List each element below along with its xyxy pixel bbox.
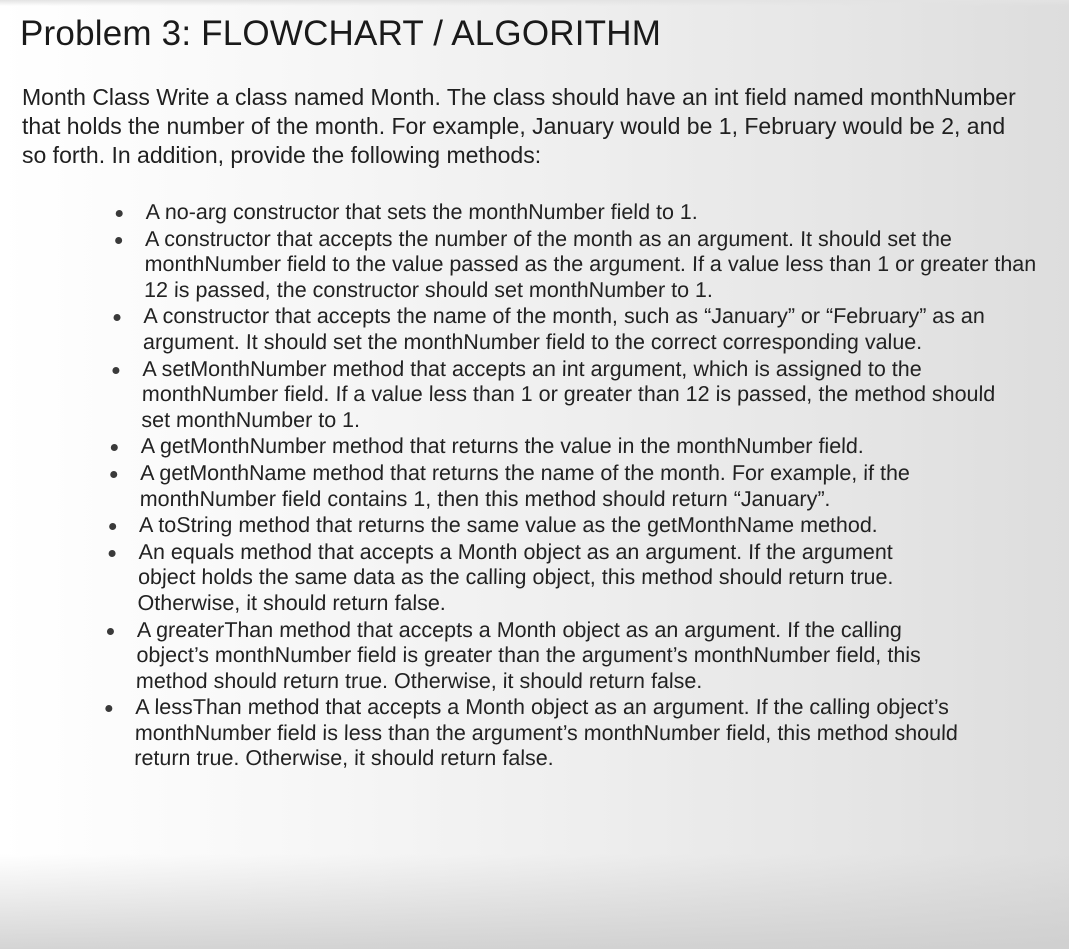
- list-item: [101, 513, 1040, 539]
- list-item-text: A constructor that accepts the name of the month, such as “January” or “February” as an argument. It should set the monthNumber field to the correct corresponding value.: [142, 304, 986, 354]
- list-item: [99, 540, 939, 617]
- methods-list: [96, 200, 1038, 772]
- list-item-text: A greaterThan method that accepts a Month object as an argument. If the calling object’s monthNumber field is greater than the argument’s monthNumber field, this method should return true. Otherwise, it should return false.: [135, 617, 922, 693]
- bullet-icon: [113, 314, 120, 321]
- bullet-icon: [107, 628, 114, 635]
- list-item-text: A no-arg constructor that sets the monthNumber field to 1.: [145, 200, 699, 224]
- list-item-text: A constructor that accepts the number of the month as an argument. It should set the monthNumber field to the value passed as the argument. If a value less than 1 or greater than 12 is passed, the constructor should set monthNumber to 1.: [143, 226, 1037, 302]
- list-item-text: A lessThan method that accepts a Month object as an argument. If the calling object’s monthNumber field is less than the argument’s monthNumber field, this method should return true. Otherwise, it should return false.: [134, 695, 959, 771]
- list-item-text: A getMonthNumber method that returns the value in the monthNumber field.: [140, 434, 865, 459]
- list-item-text: A toString method that returns the same value as the getMonthName method.: [138, 513, 879, 538]
- bullet-icon: [112, 367, 119, 374]
- intro-paragraph: Month Class Write a class named Month. The class should have an int field named monthNumber that holds the number of the month. For example, January would be 1, February would be 2, and so forth. In addition, provide the following methods:: [22, 84, 1016, 168]
- bullet-icon: [116, 210, 123, 217]
- bullet-icon: [111, 444, 118, 451]
- bullet-icon: [109, 523, 116, 530]
- list-item-text: An equals method that accepts a Month object as an argument. If the argument object holds the same data as the calling object, this method should return true. Otherwise, it should return false.: [137, 539, 894, 615]
- bullet-icon: [115, 237, 122, 244]
- list-item: [105, 304, 1044, 355]
- list-item: [106, 227, 1046, 304]
- list-item: [107, 200, 816, 226]
- list-item: [103, 434, 1022, 460]
- list-item: [98, 618, 958, 695]
- list-item-text: A setMonthNumber method that accepts an int argument, which is assigned to the monthNumber field. If a value less than 1 or greater than 12 is passed, the method should set monthNumber to 1.: [141, 356, 996, 432]
- list-item: [96, 695, 986, 772]
- bullet-icon: [110, 471, 117, 478]
- list-item: [103, 357, 1023, 434]
- bullet-icon: [105, 705, 112, 712]
- list-item-text: A getMonthName method that returns the name of the month. For example, if the monthNumber field contains 1, then this method should return “January”.: [139, 460, 911, 511]
- list-item: [101, 461, 1020, 512]
- page-title: Problem 3: FLOWCHART / ALGORITHM: [20, 14, 662, 53]
- bullet-icon: [109, 550, 116, 557]
